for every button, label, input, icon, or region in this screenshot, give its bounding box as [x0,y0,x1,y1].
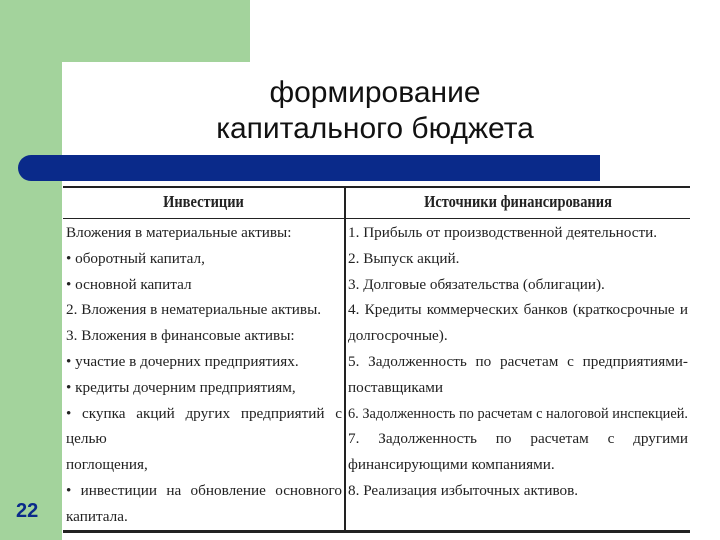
investments-line: • участие в дочерних предприятиях. [66,352,299,370]
sources-line: 6. Задолженность по расчетам с налоговой инспекцией. [348,404,688,422]
sources-line: 5. Задолженность по расчетам с предприятиями- [348,352,688,370]
slide-title [140,75,610,147]
table-header-rule [63,218,690,219]
sources-column [348,220,688,504]
header-sources: Источники финансирования [424,192,612,211]
title-underline-bar [18,155,600,181]
green-top-block [0,0,250,62]
sources-line: финансирующими компаниями. [348,456,555,474]
investments-line: Вложения в материальные активы: [66,224,292,241]
header-investments: Инвестиции [163,192,244,211]
investments-line: • скупка акций других предприятий с целью [66,404,342,448]
sources-line: поставщиками [348,378,444,396]
slide-number: 22 [16,500,39,522]
sources-line: 8. Реализация избыточных активов. [348,481,579,499]
investments-line: • кредиты дочерним предприятиям, [66,378,296,396]
sources-line: 7. Задолженность по расчетам с другими [348,430,688,448]
budget-table [63,186,690,534]
sources-line: 3. Долговые обязательства (облигации). [348,275,605,293]
investments-line: 2. Вложения в нематериальные активы. [66,301,322,319]
sources-line: 1. Прибыль от производственной деятельности. [348,224,658,241]
investments-line: капитала. [66,507,128,525]
table-top-rule [63,186,690,188]
table-column-divider [344,186,346,532]
sources-line: 2. Выпуск акций. [348,249,460,267]
investments-line: • основной капитал [66,275,192,293]
investments-line: поглощения, [66,456,148,474]
investments-line: • оборотный капитал, [66,249,205,267]
investments-line: 3. Вложения в финансовые активы: [66,327,295,345]
sources-line: 4. Кредиты коммерческих банков (краткосрочные и [348,301,688,319]
slide-title-line-2: капитального бюджета [216,112,534,145]
slide-title-line-1: формирование [269,76,481,109]
investments-column [66,220,342,530]
investments-line: • инвестиции на обновление основного [66,481,342,499]
green-sidebar [0,0,62,540]
sources-line: долгосрочные). [348,327,448,345]
table-bottom-rule [63,530,690,533]
